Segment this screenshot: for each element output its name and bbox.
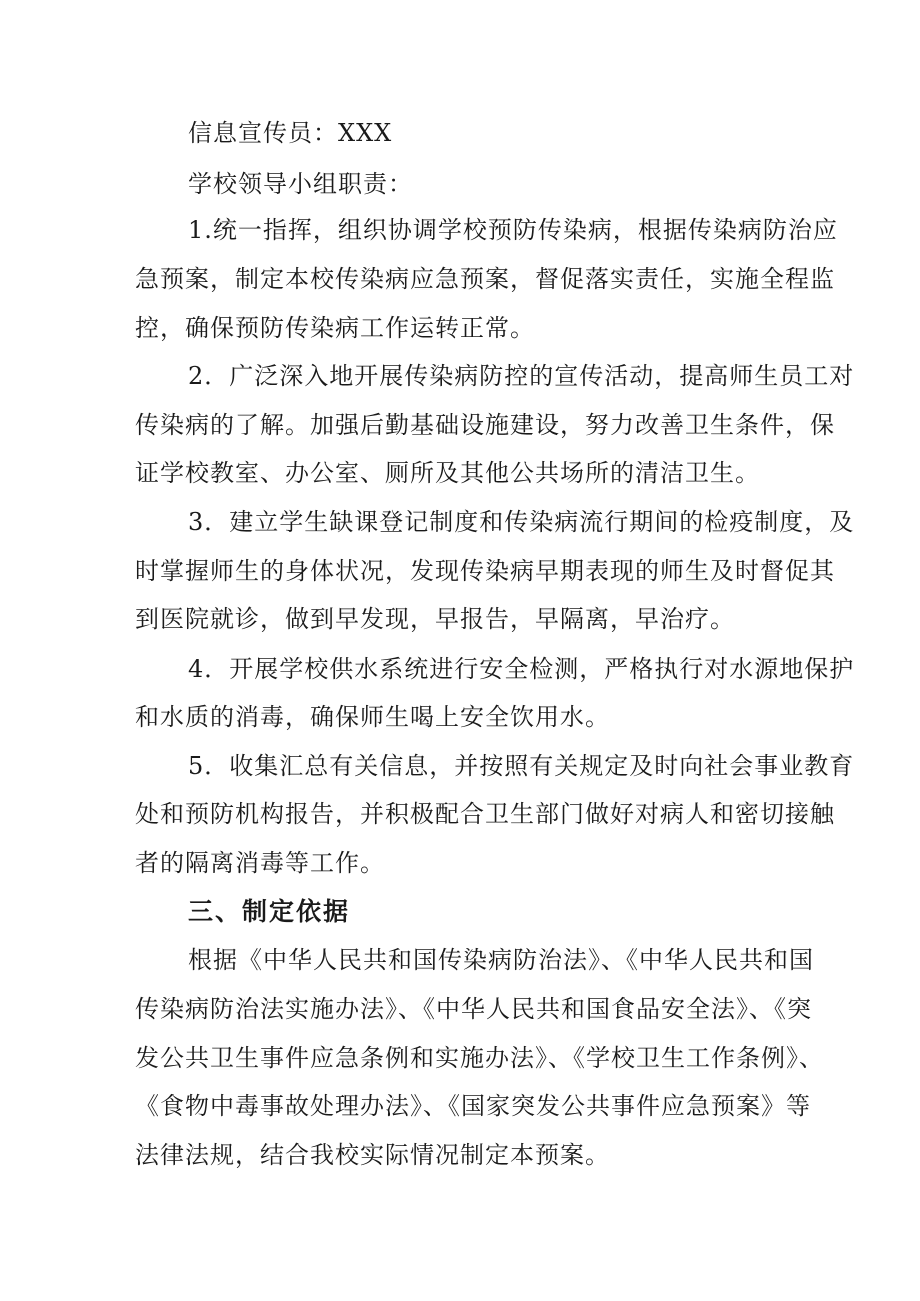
- line-duty-1-c: 控，确保预防传染病工作运转正常。: [135, 314, 535, 342]
- line-basis-c: 发公共卫生事件应急条例和实施办法》、《学校卫生工作条例》、: [135, 1044, 824, 1072]
- line-leadership-duties-label: 学校领导小组职责：: [188, 170, 413, 198]
- line-duty-3-a: 3．建立学生缺课登记制度和传染病流行期间的检疫制度，及: [188, 508, 855, 536]
- line-duty-5-c: 者的隔离消毒等工作。: [135, 849, 385, 877]
- line-duty-5-a: 5．收集汇总有关信息，并按照有关规定及时向社会事业教育: [188, 752, 855, 780]
- line-duty-1-b: 急预案，制定本校传染病应急预案，督促落实责任，实施全程监: [135, 265, 835, 293]
- line-basis-a: 根据《中华人民共和国传染病防治法》、《中华人民共和国: [188, 946, 814, 974]
- line-basis-d: 《食物中毒事故处理办法》、《国家突发公共事件应急预案》等: [135, 1092, 811, 1120]
- line-duty-2-b: 传染病的了解。加强后勤基础设施建设，努力改善卫生条件，保: [135, 411, 835, 439]
- line-duty-3-b: 时掌握师生的身体状况，发现传染病早期表现的师生及时督促其: [135, 557, 835, 585]
- line-duty-2-c: 证学校教室、办公室、厕所及其他公共场所的清洁卫生。: [135, 459, 760, 487]
- line-duty-5-b: 处和预防机构报告，并积极配合卫生部门做好对病人和密切接触: [135, 800, 835, 828]
- line-basis-b: 传染病防治法实施办法》、《中华人民共和国食品安全法》、《突: [135, 995, 812, 1023]
- section-heading-basis: 三、制定依据: [188, 897, 351, 926]
- line-info-officer: 信息宣传员：XXX: [188, 119, 393, 147]
- line-duty-4-b: 和水质的消毒，确保师生喝上安全饮用水。: [135, 703, 610, 731]
- line-duty-2-a: 2．广泛深入地开展传染病防控的宣传活动，提高师生员工对: [188, 362, 855, 390]
- line-duty-3-c: 到医院就诊，做到早发现，早报告，早隔离，早治疗。: [135, 605, 735, 633]
- line-duty-4-a: 4．开展学校供水系统进行安全检测，严格执行对水源地保护: [188, 655, 855, 683]
- line-basis-e: 法律法规，结合我校实际情况制定本预案。: [135, 1141, 610, 1169]
- line-duty-1-a: 1.统一指挥，组织协调学校预防传染病，根据传染病防治应: [188, 216, 838, 244]
